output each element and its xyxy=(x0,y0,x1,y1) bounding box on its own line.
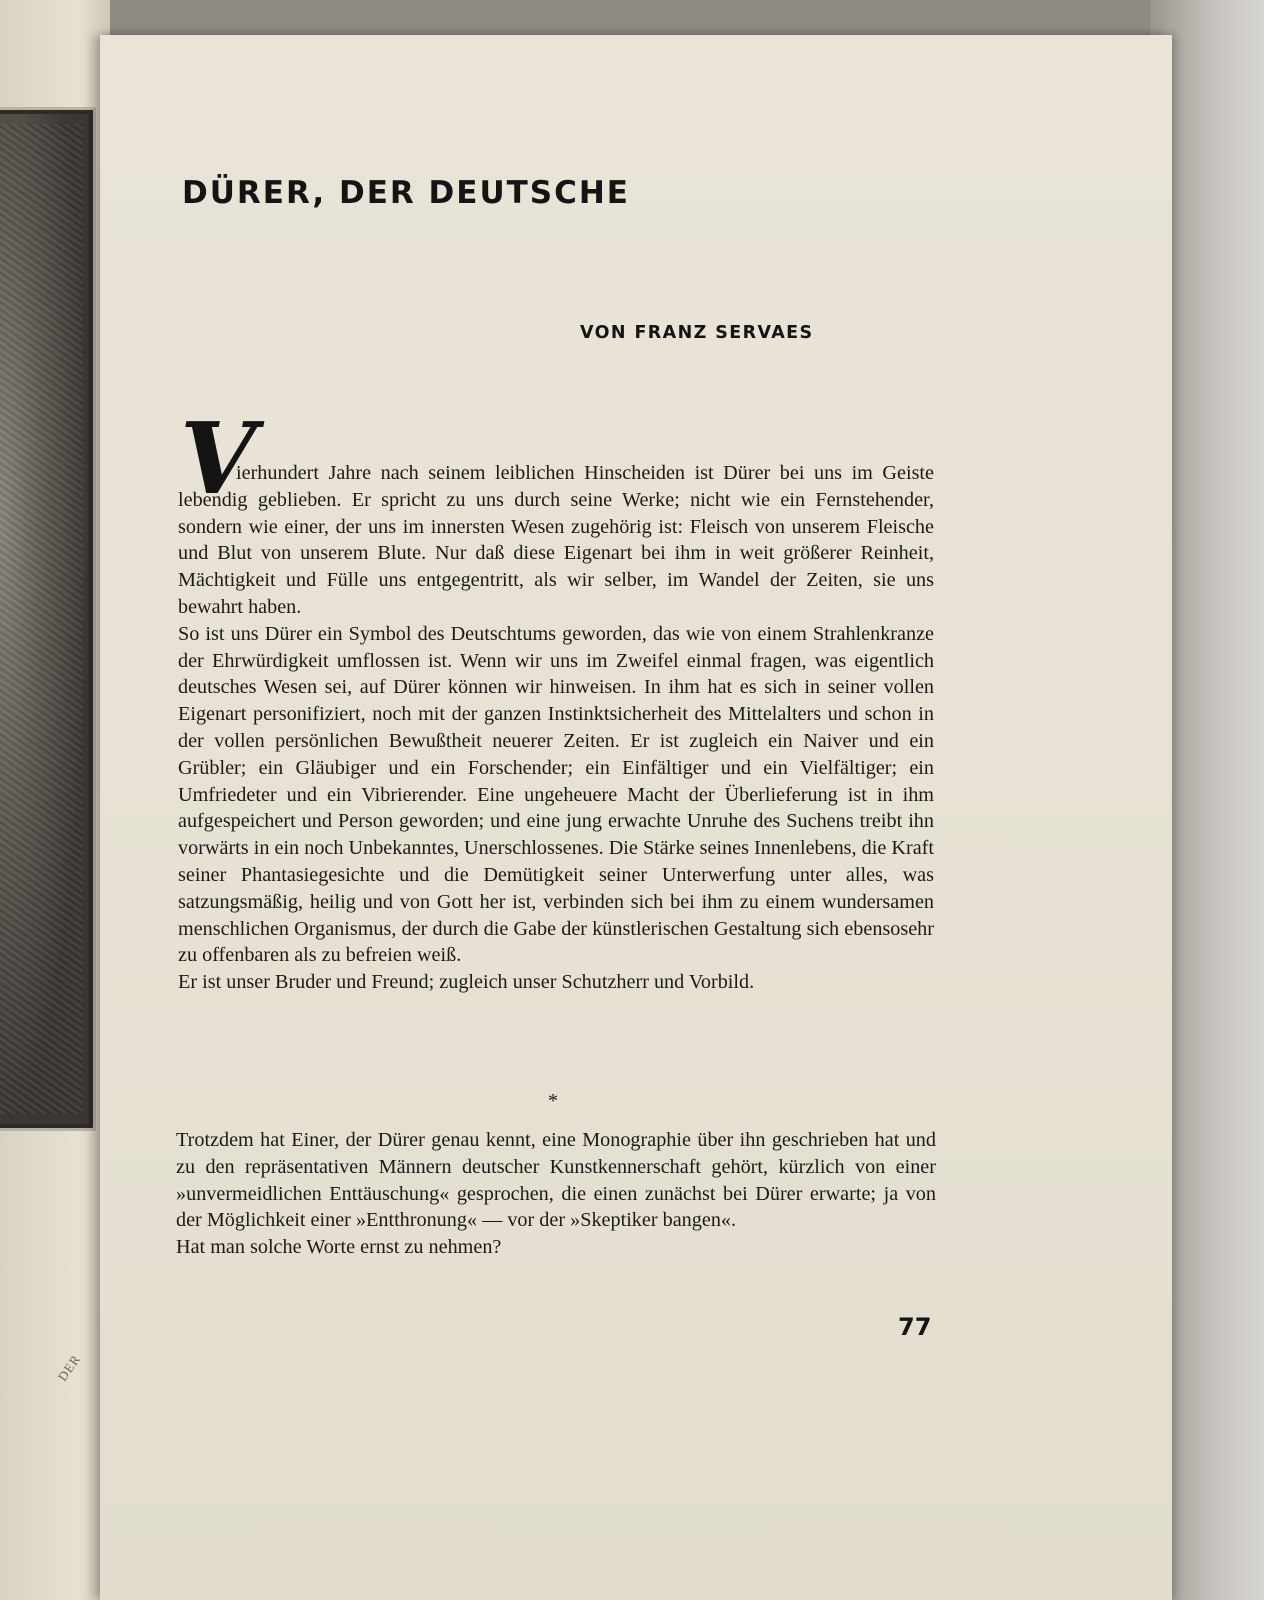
article-title: DÜRER, DER DEUTSCHE xyxy=(182,175,630,211)
drop-cap: V xyxy=(180,402,257,517)
article-author: VON FRANZ SERVAES xyxy=(580,323,814,343)
engraving-plate-image xyxy=(0,110,93,1128)
article-body xyxy=(178,460,934,996)
article-body-continued xyxy=(176,1127,936,1261)
facing-page-footer-fragment: DER xyxy=(54,1351,84,1384)
paragraph-1: ierhundert Jahre nach seinem leiblichen Hinscheiden ist Dürer bei uns im Geiste lebendig geblieben. Er spricht zu uns durch seine Werke; nicht wie ein Fernstehender, sondern wie einer, der uns im innersten Wesen zugehörig ist: Fleisch von unserem Fleische und Blut von unserem Blute. Nur daß diese Eigenart bei ihm in weit größerer Reinheit, Mächtigkeit und Fülle uns entgegentritt, als wir selber, im Wandel der Zeiten, sie uns bewahrt haben. xyxy=(178,462,934,618)
engraving-texture xyxy=(0,124,83,1114)
paragraph-2: So ist uns Dürer ein Symbol des Deutschtums geworden, das wie von einem Strahlenkranze der Ehrwürdigkeit umflossen ist. Wenn wir uns im Zweifel einmal fragen, was eigentlich deutsches Wesen sei, auf Dürer können wir hinweisen. In ihm hat es sich in seiner vollen Eigenart personifiziert, noch mit der ganzen Instinktsicherheit des Mittelalters und schon in der vollen persönlichen Bewußtheit neuerer Zeiten. Er ist zugleich ein Naiver und ein Grübler; ein Gläubiger und ein Forschender; ein Einfältiger und ein Vielfältiger; ein Umfriedeter und ein Vibrierender. Eine ungeheuere Macht der Überlieferung ist in ihm aufgespeichert und Person geworden; und eine jung erwachte Unruhe des Suchens treibt ihn vorwärts in ein noch Unbekanntes, Unerschlossenes. Die Stärke seines Innenlebens, die Kraft seiner Phantasiegesichte und die Demütigkeit seiner Unterwerfung unter alles, was satzungsmäßig, heilig und von Gott her ist, verbinden sich bei ihm zu einem wundersamen menschlichen Organismus, der durch die Gabe der künstlerischen Gestaltung sich ebensosehr zu offenbaren als zu befreien weiß. xyxy=(178,622,934,967)
facing-page xyxy=(0,0,110,1600)
book-page xyxy=(100,35,1172,1600)
section-separator: * xyxy=(548,1090,558,1112)
paragraph-4: Trotzdem hat Einer, der Dürer genau kennt, eine Monographie über ihn geschrieben hat und zu den repräsentativen Männern deutscher Kunstkennerschaft gehört, kürzlich von einer »unvermeidlichen Enttäuschung« gesprochen, die einen zunächst bei Dürer erwarte; ja von der Möglichkeit einer »Entthronung« — vor der »Skeptiker bangen«. xyxy=(176,1129,936,1232)
page-number: 77 xyxy=(898,1313,932,1341)
paragraph-3: Er ist unser Bruder und Freund; zugleich unser Schutzherr und Vorbild. xyxy=(178,971,755,994)
paragraph-5: Hat man solche Worte ernst zu nehmen? xyxy=(176,1236,502,1259)
